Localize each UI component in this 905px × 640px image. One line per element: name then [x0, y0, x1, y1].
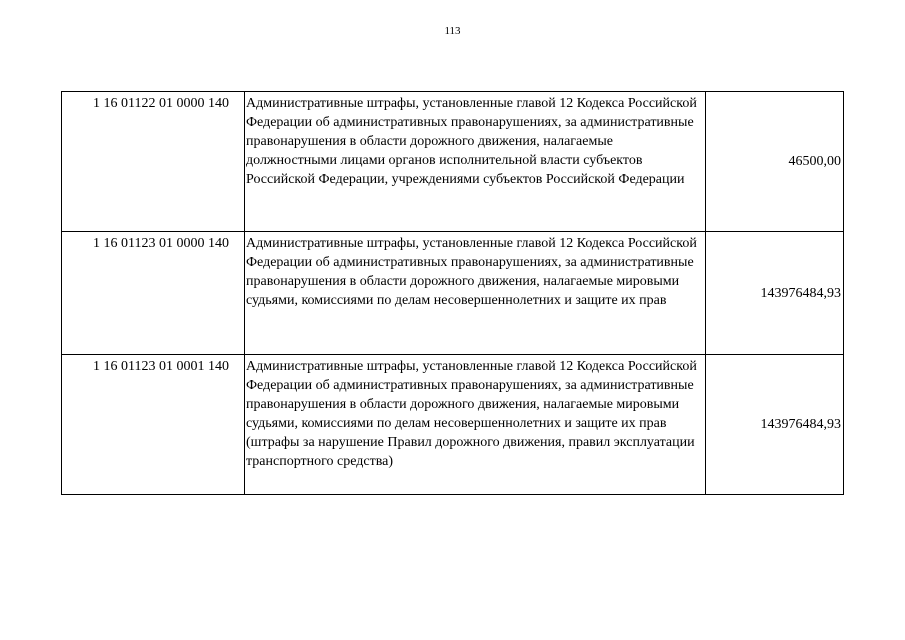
table-row [62, 92, 844, 232]
budget-revenue-table [61, 91, 844, 495]
revenue-description: Административные штрафы, установленные главой 12 Кодекса Российской Федерации об административных правонарушениях, за административные правонарушения в области дорожного движения, налагаемые мировыми судьями, комиссиями по делам несовершеннолетних и защите их прав (штрафы за нарушение Правил дорожного движения, правил эксплуатации транспортного средства) [245, 355, 706, 495]
revenue-amount: 46500,00 [706, 92, 844, 232]
revenue-description: Административные штрафы, установленные главой 12 Кодекса Российской Федерации об административных правонарушениях, за административные правонарушения в области дорожного движения, налагаемые мировыми судьями, комиссиями по делам несовершеннолетних и защите их прав [245, 232, 706, 355]
revenue-description: Административные штрафы, установленные главой 12 Кодекса Российской Федерации об административных правонарушениях, за административные правонарушения в области дорожного движения, налагаемые должностными лицами органов исполнительной власти субъектов Российской Федерации, учреждениями субъектов Российской Федерации [245, 92, 706, 232]
budget-classification-code: 1 16 01123 01 0001 140 [62, 355, 245, 495]
revenue-amount: 143976484,93 [706, 355, 844, 495]
table-row [62, 355, 844, 495]
budget-classification-code: 1 16 01122 01 0000 140 [62, 92, 245, 232]
revenue-amount: 143976484,93 [706, 232, 844, 355]
table-row [62, 232, 844, 355]
page-number: 113 [444, 25, 461, 37]
budget-classification-code: 1 16 01123 01 0000 140 [62, 232, 245, 355]
